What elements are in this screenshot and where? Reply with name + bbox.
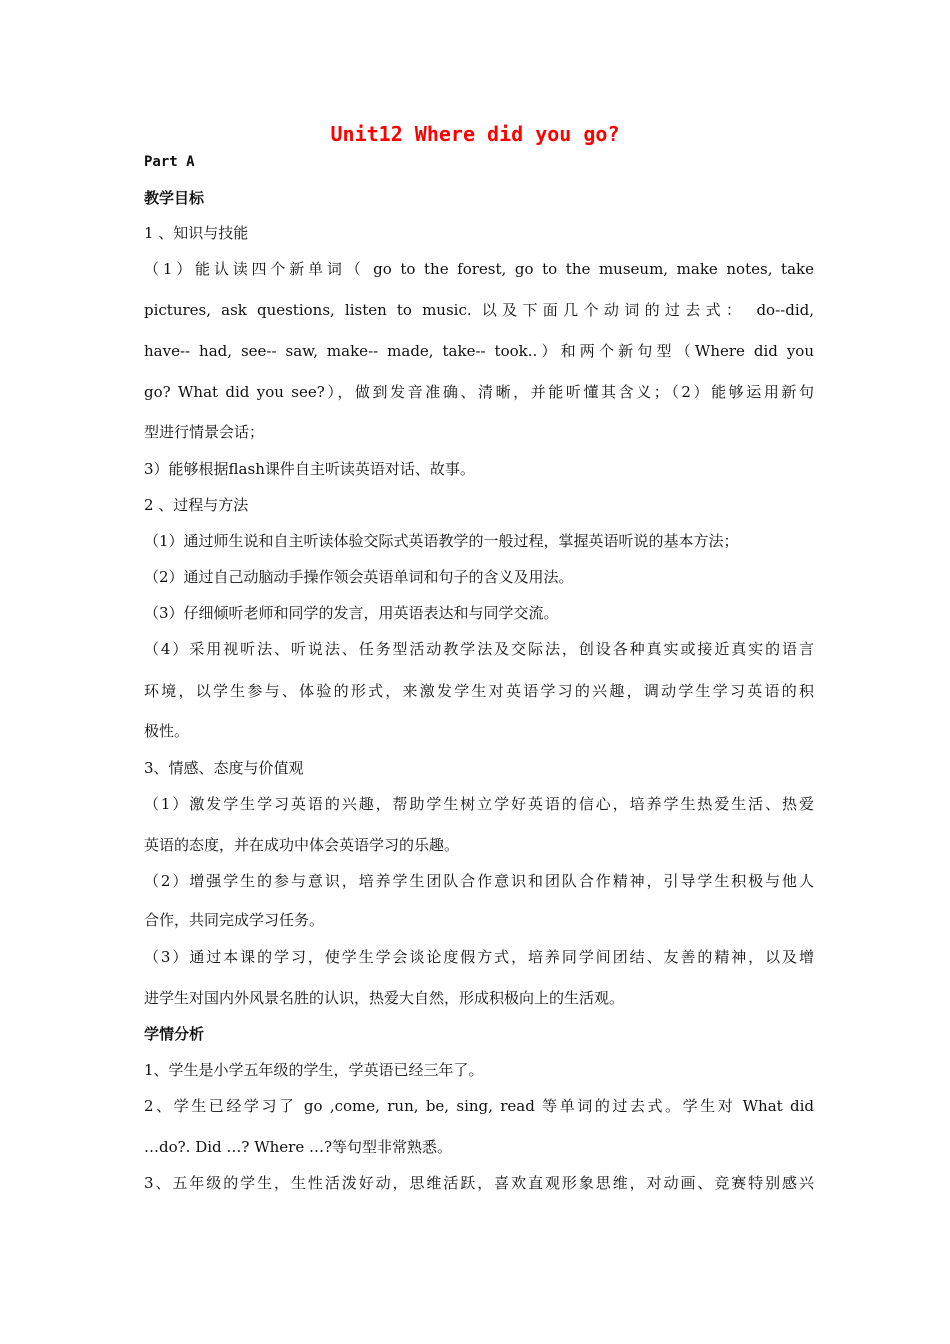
paragraph-line: 合作，共同完成学习任务。 xyxy=(144,911,325,929)
paragraph-line: 极性。 xyxy=(144,722,190,740)
paragraph-line: …do?. Did …? Where …?等句型非常熟悉。 xyxy=(144,1138,453,1156)
paragraph-line: （2）增强学生的参与意识，培养学生团队合作意识和团队合作精神，引导学生积极与他人 xyxy=(144,872,814,890)
paragraph-line: （3）仔细倾听老师和同学的发言，用英语表达和与同学交流。 xyxy=(144,604,559,622)
paragraph-line: 3）能够根据flash课件自主听读英语对话、故事。 xyxy=(144,460,475,478)
section-heading-objectives: 教学目标 xyxy=(144,189,205,207)
paragraph-line: have-- had, see-- saw, make-- made, take-- took..）和两个新句型（Where did you xyxy=(144,342,814,360)
paragraph-line: 3、五年级的学生，生性活泼好动，思维活跃，喜欢直观形象思维，对动画、竞赛特别感兴 xyxy=(144,1174,814,1192)
subsection-heading-knowledge: 1 、知识与技能 xyxy=(144,224,249,242)
paragraph-line: 2、学生已经学习了 go ,come, run, be, sing, read 等单词的过去式。学生对 What did xyxy=(144,1097,814,1115)
paragraph-line: （1）通过师生说和自主听读体验交际式英语教学的一般过程，掌握英语听说的基本方法； xyxy=(144,532,739,550)
subsection-heading-process: 2 、过程与方法 xyxy=(144,496,249,514)
paragraph-line: 进学生对国内外风景名胜的认识，热爱大自然，形成积极向上的生活观。 xyxy=(144,989,625,1007)
subsection-heading-attitude: 3、情感、态度与价值观 xyxy=(144,759,304,777)
paragraph-line: （1）激发学生学习英语的兴趣，帮助学生树立学好英语的信心，培养学生热爱生活、热爱 xyxy=(144,795,814,813)
paragraph-line: 英语的态度，并在成功中体会英语学习的乐趣。 xyxy=(144,836,460,854)
paragraph-line: 型进行情景会话； xyxy=(144,423,265,441)
paragraph-line: 1、学生是小学五年级的学生，学英语已经三年了。 xyxy=(144,1061,484,1079)
paragraph-line: （4）采用视听法、听说法、任务型活动教学法及交际法，创设各种真实或接近真实的语言 xyxy=(144,640,814,658)
paragraph-line: go? What did you see?），做到发音准确、清晰，并能听懂其含义；（2）能够运用新句 xyxy=(144,383,814,401)
document-title: Unit12 Where did you go? xyxy=(330,122,620,146)
section-heading-analysis: 学情分析 xyxy=(144,1025,205,1043)
part-heading: Part A xyxy=(144,154,195,170)
paragraph-line: pictures, ask questions, listen to music. 以及下面几个动词的过去式： do--did, xyxy=(144,301,814,319)
paragraph-line: （1）能认读四个新单词（ go to the forest, go to the museum, make notes, take xyxy=(144,260,814,278)
paragraph-line: 环境，以学生参与、体验的形式，来激发学生对英语学习的兴趣，调动学生学习英语的积 xyxy=(144,682,814,700)
paragraph-line: （2）通过自己动脑动手操作领会英语单词和句子的含义及用法。 xyxy=(144,568,574,586)
paragraph-line: （3）通过本课的学习，使学生学会谈论度假方式，培养同学间团结、友善的精神，以及增 xyxy=(144,948,814,966)
